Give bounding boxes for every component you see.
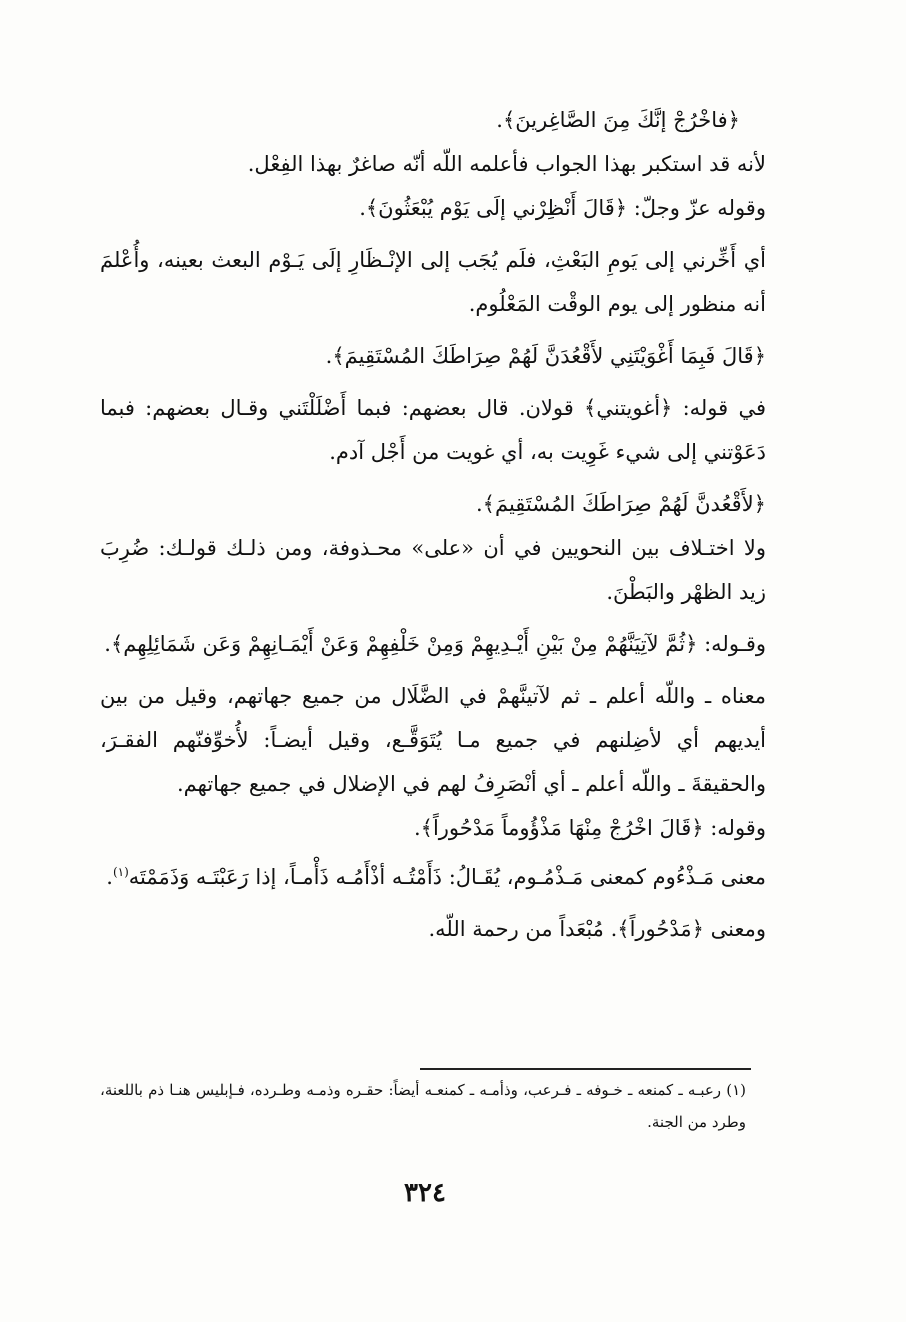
text-line: وقوله: ﴿قَالَ اخْرُجْ مِنْهَا مَذْؤُوماً مَدْحُوراً﴾. xyxy=(413,816,766,840)
footnote-divider xyxy=(420,1068,751,1070)
page-number: ٣٢٤ xyxy=(404,1178,446,1208)
text-line: لأنه قد استكبر بهذا الجواب فأعلمه اللّه أنّه صاغرٌ بهذا الفِعْل. xyxy=(247,152,766,176)
quran-verse-line: ﴿فاخْرُجْ إنَّكَ مِنَ الصَّاغِرينَ﴾. xyxy=(496,108,740,132)
text-paragraph: أي أَخِّرني إلى يَومِ البَعْثِ، فلَم يُجَب إلى الإنْـظَارِ إلَى يَـوْم البعث بعينه، وأُعْلمَ أنه منظور إلى يوم الوقْت المَعْلُوم. xyxy=(100,248,766,316)
text-line: ومعنى ﴿مَدْحُوراً﴾. مُبْعَداً من رحمة اللّه. xyxy=(428,917,766,941)
footnote-marker: (١) xyxy=(112,865,129,879)
quran-verse-line: ﴿لأَقْعُدنَّ لَهُمْ صِرَاطَكَ المُسْتَقِيمَ﴾. xyxy=(475,492,766,516)
footnote: (١) رعبـه ـ كمنعه ـ خـوفه ـ فـرعب، وذأمـه ـ كمنعـه أيضاً: حقـره وذمـه وطـرده، فـإبليس هنـا ذم باللعنة، وطرد من الجنة. xyxy=(100,1081,746,1131)
text-paragraph: معناه ـ واللّه أعلم ـ ثم لآتينَّهمْ في الضَّلَال من جميع جهاتهم، وقيل من بين أيديهم أي لأضِلنهم في جميع مـا يُتَوَقَّـع، وقيل أيضـاً: لأُخوِّفنّهم الفقـرَ، والحقيقةَ ـ واللّه أعلم ـ أي أنْصَرِفُ لهم في الإضلال في جميع جهاتهم. xyxy=(100,684,766,796)
text-paragraph xyxy=(100,850,806,899)
text-paragraph: وقـوله: ﴿ثُمَّ لآتِيَنَّهُمْ مِنْ بَيْنِ أَيْـدِيهِمْ وَمِنْ خَلْفِهِمْ وَعَنْ أَيْمَـانِهِمْ وَعَن شَمَائِلِهِم﴾. xyxy=(104,632,766,656)
period: . xyxy=(106,865,113,889)
main-text xyxy=(100,98,806,951)
text-line: وقوله عزّ وجلّ: ﴿قَالَ أَنْظِرْني إلَى يَوْم يُبْعَثُونَ﴾. xyxy=(359,196,766,220)
text-line-span: معنى مَـذْءُوم كمعنى مَـذْمُـوم، يُقَـالُ: ذَأَمْتُـه أذْأَمُـه ذَأْمـاً، إذا رَعَبْتَـه وَذَمَمْتَه xyxy=(128,865,766,889)
quran-verse-line: ﴿قَالَ فَبِمَا أَغْوَيْتَنِي لأَقْعُدَنَّ لَهُمْ صِرَاطَكَ المُسْتَقِيمَ﴾. xyxy=(325,344,766,368)
text-paragraph: في قوله: ﴿أغويتني﴾ قولان. قال بعضهم: فبما أَضْلَلْتَني وقـال بعضهم: فبما دَعَوْتني إلى شيء غَوِيت به، أي غويت من أَجْل آدم. xyxy=(100,396,766,464)
text-paragraph: ولا اختـلاف بين النحويين في أن «على» محـذوفة، ومن ذلـك قولـك: ضُرِبَ زيد الظهْر والبَطْنَ. xyxy=(100,536,766,604)
